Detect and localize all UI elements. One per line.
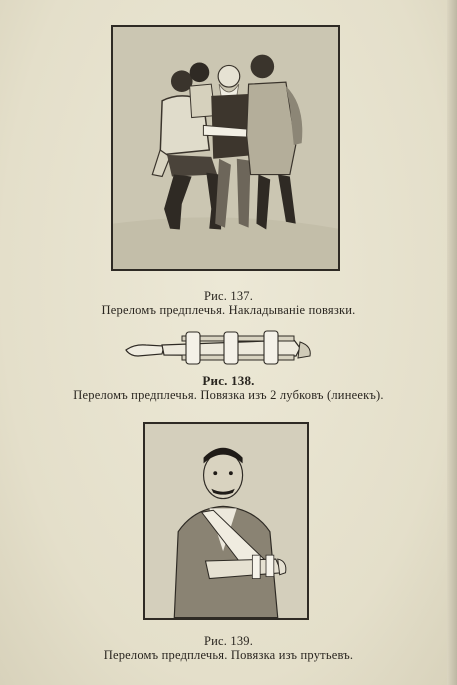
figure-137-text: Переломъ предплечья. Накладываніе повязки. xyxy=(101,303,356,317)
figure-137-illustration xyxy=(111,25,340,271)
figure-139-number: Рис. 139. xyxy=(203,634,254,648)
figure-139-caption xyxy=(0,634,457,662)
figure-138-caption xyxy=(0,374,457,402)
figure-138-illustration xyxy=(124,326,314,370)
figure-138-number: Рис. 138. xyxy=(202,373,255,388)
figure-139-text: Переломъ предплечья. Повязка изъ прутьевъ. xyxy=(103,648,354,662)
figure-138-text: Переломъ предплечья. Повязка изъ 2 лубковъ (линеекъ). xyxy=(73,388,384,402)
figure-137-number: Рис. 137. xyxy=(203,289,254,303)
page-edge xyxy=(447,0,457,685)
figure-139-illustration xyxy=(143,422,309,620)
figure-137-caption xyxy=(0,289,457,317)
